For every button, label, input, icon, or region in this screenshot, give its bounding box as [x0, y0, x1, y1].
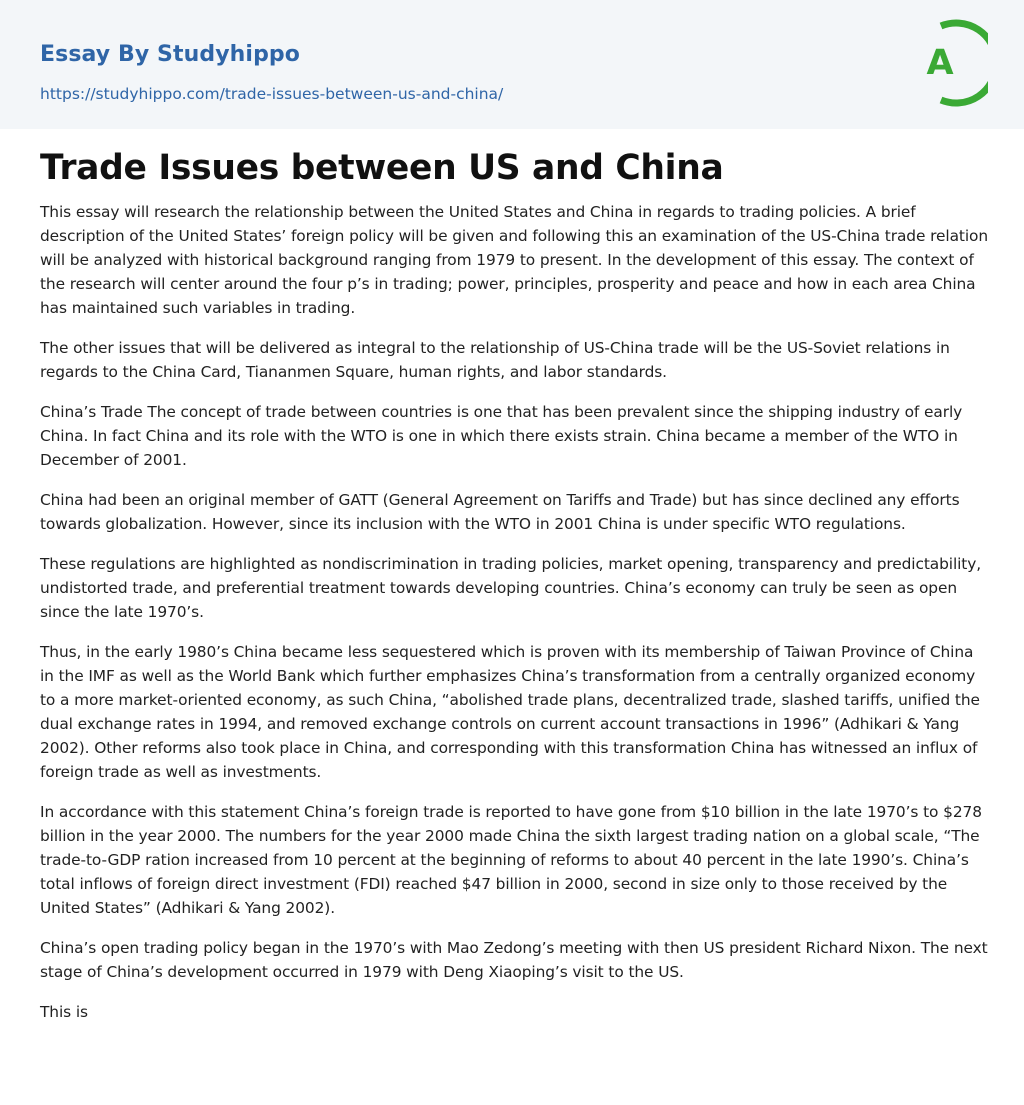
essay-url-link[interactable]: https://studyhippo.com/trade-issues-between-us-and-china/: [40, 85, 504, 103]
paragraph: China had been an original member of GATT (General Agreement on Tariffs and Trade) but has since declined any efforts towards globalization. However, since its inclusion with the WTO in 2001 China is under specific WTO regulations.: [40, 491, 960, 533]
paragraph: This is: [40, 1003, 88, 1021]
paragraph: China’s Trade The concept of trade between countries is one that has been prevalent since the shipping industry of early China. In fact China and its role with the WTO is one in which there exists strain. China became a member of the WTO in December of 2001.: [40, 403, 963, 469]
studyhippo-logo-icon[interactable]: [912, 18, 988, 108]
paragraph: China’s open trading policy began in the 1970’s with Mao Zedong’s meeting with then US president Richard Nixon. The next stage of China’s development occurred in 1979 with Deng Xiaoping’s visit to the US.: [40, 939, 988, 981]
paragraph: The other issues that will be delivered as integral to the relationship of US-China trade will be the US-Soviet relations in regards to the China Card, Tiananmen Square, human rights, and labor standards.: [40, 339, 950, 381]
article-body: [40, 200, 990, 1040]
page-header: [0, 0, 1024, 129]
article-title: Trade Issues between US and China: [40, 148, 724, 188]
brand-title: Essay By Studyhippo: [40, 42, 300, 67]
paragraph: In accordance with this statement China’s foreign trade is reported to have gone from $10 billion in the late 1970’s to $278 billion in the year 2000. The numbers for the year 2000 made China the sixth largest trading nation on a global scale, “The trade-to-GDP ration increased from 10 percent at the beginning of reforms to about 40 percent in the late 1990’s. China’s total inflows of foreign direct investment (FDI) reached $47 billion in 2000, second in size only to those received by the United States” (Adhikari & Yang 2002).: [40, 803, 982, 917]
logo-letter: A: [926, 43, 954, 83]
paragraph: This essay will research the relationship between the United States and China in regards to trading policies. A brief description of the United States’ foreign policy will be given and following this an examination of the US-China trade relation will be analyzed with historical background ranging from 1979 to present. In the development of this essay. The context of the research will center around the four p’s in trading; power, principles, prosperity and peace and how in each area China has maintained such variables in trading.: [40, 203, 988, 317]
paragraph: These regulations are highlighted as nondiscrimination in trading policies, market opening, transparency and predictability, undistorted trade, and preferential treatment towards developing countries. China’s economy can truly be seen as open since the late 1970’s.: [40, 555, 982, 621]
paragraph: Thus, in the early 1980’s China became less sequestered which is proven with its membership of Taiwan Province of China in the IMF as well as the World Bank which further emphasizes China’s transformation from a centrally organized economy to a more market-oriented economy, as such China, “abolished trade plans, decentralized trade, slashed tariffs, unified the dual exchange rates in 1994, and removed exchange controls on current account transactions in 1996” (Adhikari & Yang 2002). Other reforms also took place in China, and corresponding with this transformation China has witnessed an influx of foreign trade as well as investments.: [40, 643, 980, 781]
